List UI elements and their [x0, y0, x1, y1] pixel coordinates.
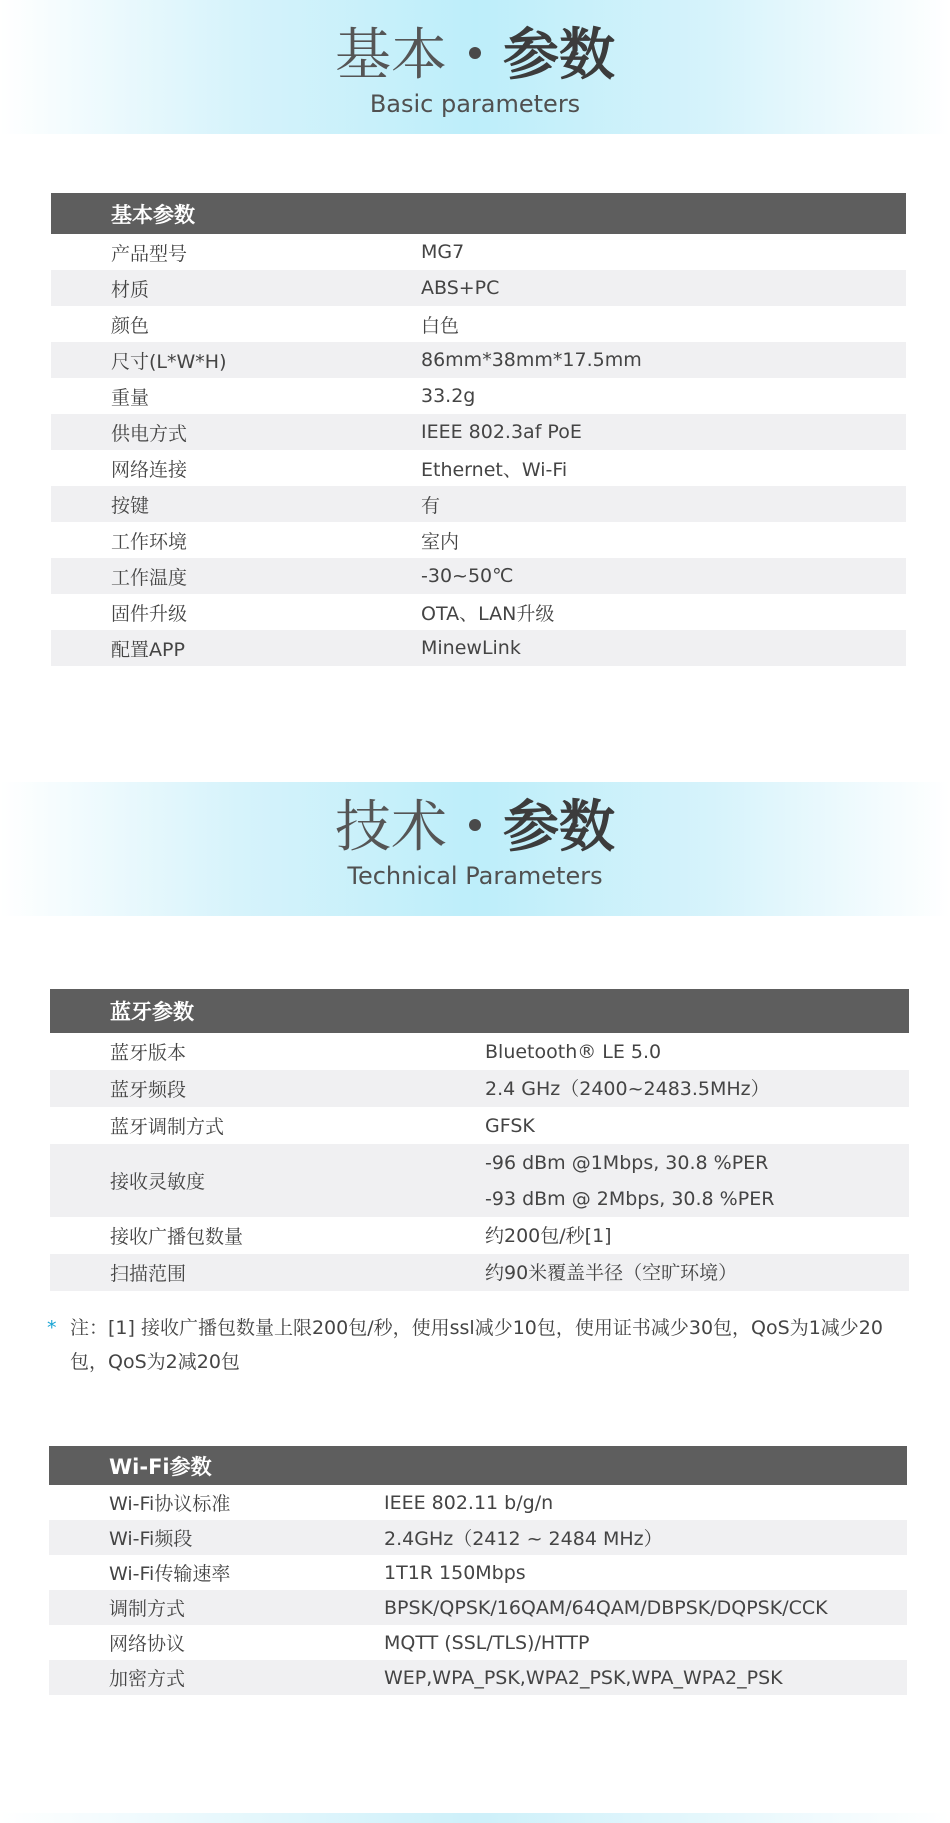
- technical-parameters-subtitle: Technical Parameters: [347, 862, 603, 890]
- bluetooth-table-body: [50, 1033, 909, 1291]
- row-value-line: 约200包/秒[1]: [485, 1224, 612, 1247]
- table-row: [50, 1254, 909, 1291]
- row-label: 工作温度: [111, 566, 188, 589]
- table-row: [51, 378, 906, 414]
- table-row: [51, 522, 906, 558]
- basic-title-bold: 参数: [503, 23, 615, 88]
- table-row: [49, 1590, 907, 1625]
- row-value: 室内: [421, 530, 460, 553]
- basic-parameters-banner: [0, 0, 950, 134]
- row-value: 白色: [421, 314, 460, 337]
- row-label: 材质: [111, 278, 150, 301]
- row-value: ABS+PC: [421, 277, 500, 299]
- table-row: [51, 306, 906, 342]
- technical-parameters-title: [0, 795, 950, 860]
- table-row: [51, 594, 906, 630]
- table-row: [50, 1033, 909, 1070]
- table-row: [49, 1555, 907, 1590]
- row-label: 固件升级: [111, 602, 188, 625]
- table-row: [50, 1217, 909, 1254]
- table-row: [51, 414, 906, 450]
- row-label: 加密方式: [109, 1668, 186, 1690]
- row-label: 尺寸(L*W*H): [111, 350, 227, 373]
- row-value: BPSK/QPSK/16QAM/64QAM/DBPSK/DQPSK/CCK: [384, 1596, 828, 1619]
- row-value: -30~50℃: [421, 565, 514, 587]
- row-label: 按键: [111, 494, 150, 517]
- table-row: [51, 234, 906, 270]
- row-label: 蓝牙版本: [110, 1042, 187, 1064]
- row-label: 颜色: [111, 314, 150, 337]
- row-label: 产品型号: [111, 242, 188, 265]
- row-label: 接收灵敏度: [110, 1171, 206, 1193]
- table-row: [49, 1660, 907, 1695]
- row-label: 接收广播包数量: [110, 1226, 244, 1248]
- row-label: 工作环境: [111, 530, 188, 553]
- row-label: 蓝牙频段: [110, 1079, 187, 1101]
- row-value: [485, 1255, 737, 1291]
- table-row: [51, 486, 906, 522]
- row-value-line: -93 dBm @ 2Mbps, 30.8 %PER: [485, 1187, 775, 1210]
- row-value: [485, 1034, 661, 1070]
- table-row: [50, 1144, 909, 1217]
- row-label: 蓝牙调制方式: [110, 1116, 225, 1138]
- row-value: MG7: [421, 241, 465, 263]
- table-row: [51, 342, 906, 378]
- basic-parameters-subtitle: Basic parameters: [369, 90, 581, 118]
- footnote-text: 注：[1] 接收广播包数量上限200包/秒，使用ssl减少10包，使用证书减少30包，QoS为1减少20包，QoS为2减20包: [70, 1317, 883, 1373]
- row-value: WEP,WPA_PSK,WPA2_PSK,WPA_WPA2_PSK: [384, 1666, 783, 1689]
- row-label: 网络连接: [111, 458, 188, 481]
- footnote-asterisk: *: [47, 1317, 57, 1339]
- row-value: [485, 1071, 770, 1107]
- tech-title-light: 技术: [335, 795, 447, 860]
- bullet-dot-icon: [469, 819, 481, 831]
- row-value: 2.4GHz（2412 ~ 2484 MHz）: [384, 1528, 663, 1550]
- row-value: 1T1R 150Mbps: [384, 1561, 526, 1584]
- row-label: 重量: [111, 386, 150, 409]
- row-value-line: GFSK: [485, 1114, 535, 1137]
- row-label: Wi-Fi频段: [109, 1528, 193, 1550]
- row-value: 86mm*38mm*17.5mm: [421, 349, 642, 371]
- basic-parameters-table: [51, 193, 906, 666]
- bottom-gradient-strip: [0, 1813, 950, 1823]
- row-value-line: 约90米覆盖半径（空旷环境）: [485, 1261, 738, 1284]
- row-value: Ethernet、Wi-Fi: [421, 458, 568, 481]
- table-row: [51, 558, 906, 594]
- bullet-dot-icon: [469, 47, 481, 59]
- row-value-line: Bluetooth® LE 5.0: [485, 1040, 662, 1063]
- bluetooth-parameters-table: [50, 989, 909, 1291]
- wifi-table-body: [49, 1485, 907, 1695]
- row-value: MQTT (SSL/TLS)/HTTP: [384, 1631, 590, 1654]
- wifi-table-header: Wi-Fi参数: [49, 1446, 907, 1485]
- row-value-line: -96 dBm @1Mbps, 30.8 %PER: [485, 1151, 769, 1174]
- row-label: 供电方式: [111, 422, 188, 445]
- wifi-parameters-table: [49, 1446, 907, 1695]
- row-label: 扫描范围: [110, 1263, 187, 1285]
- basic-table-body: [51, 234, 906, 666]
- row-value: MinewLink: [421, 637, 521, 659]
- table-row: [49, 1625, 907, 1660]
- row-value: [485, 1218, 612, 1254]
- table-row: [49, 1520, 907, 1555]
- row-label: 调制方式: [109, 1598, 186, 1620]
- row-value: [485, 1108, 535, 1144]
- table-row: [50, 1107, 909, 1144]
- bluetooth-table-header: 蓝牙参数: [50, 989, 909, 1033]
- basic-title-light: 基本: [335, 23, 447, 88]
- table-row: [49, 1485, 907, 1520]
- row-value: 有: [421, 494, 441, 517]
- table-row: [50, 1070, 909, 1107]
- row-value: OTA、LAN升级: [421, 602, 555, 625]
- row-value: IEEE 802.11 b/g/n: [384, 1491, 554, 1514]
- row-value: IEEE 802.3af PoE: [421, 421, 582, 443]
- row-value: 33.2g: [421, 385, 476, 407]
- technical-parameters-banner: [0, 782, 950, 916]
- row-label: Wi-Fi协议标准: [109, 1493, 231, 1515]
- row-label: 网络协议: [109, 1633, 186, 1655]
- footnote: [47, 1311, 917, 1379]
- basic-table-header: 基本参数: [51, 193, 906, 234]
- table-row: [51, 270, 906, 306]
- tech-title-bold: 参数: [503, 795, 615, 860]
- row-value: [485, 1145, 774, 1217]
- table-row: [51, 450, 906, 486]
- table-row: [51, 630, 906, 666]
- basic-parameters-title: [0, 23, 950, 88]
- row-label: 配置APP: [111, 638, 185, 661]
- row-label: Wi-Fi传输速率: [109, 1563, 231, 1585]
- row-value-line: 2.4 GHz（2400~2483.5MHz）: [485, 1077, 770, 1100]
